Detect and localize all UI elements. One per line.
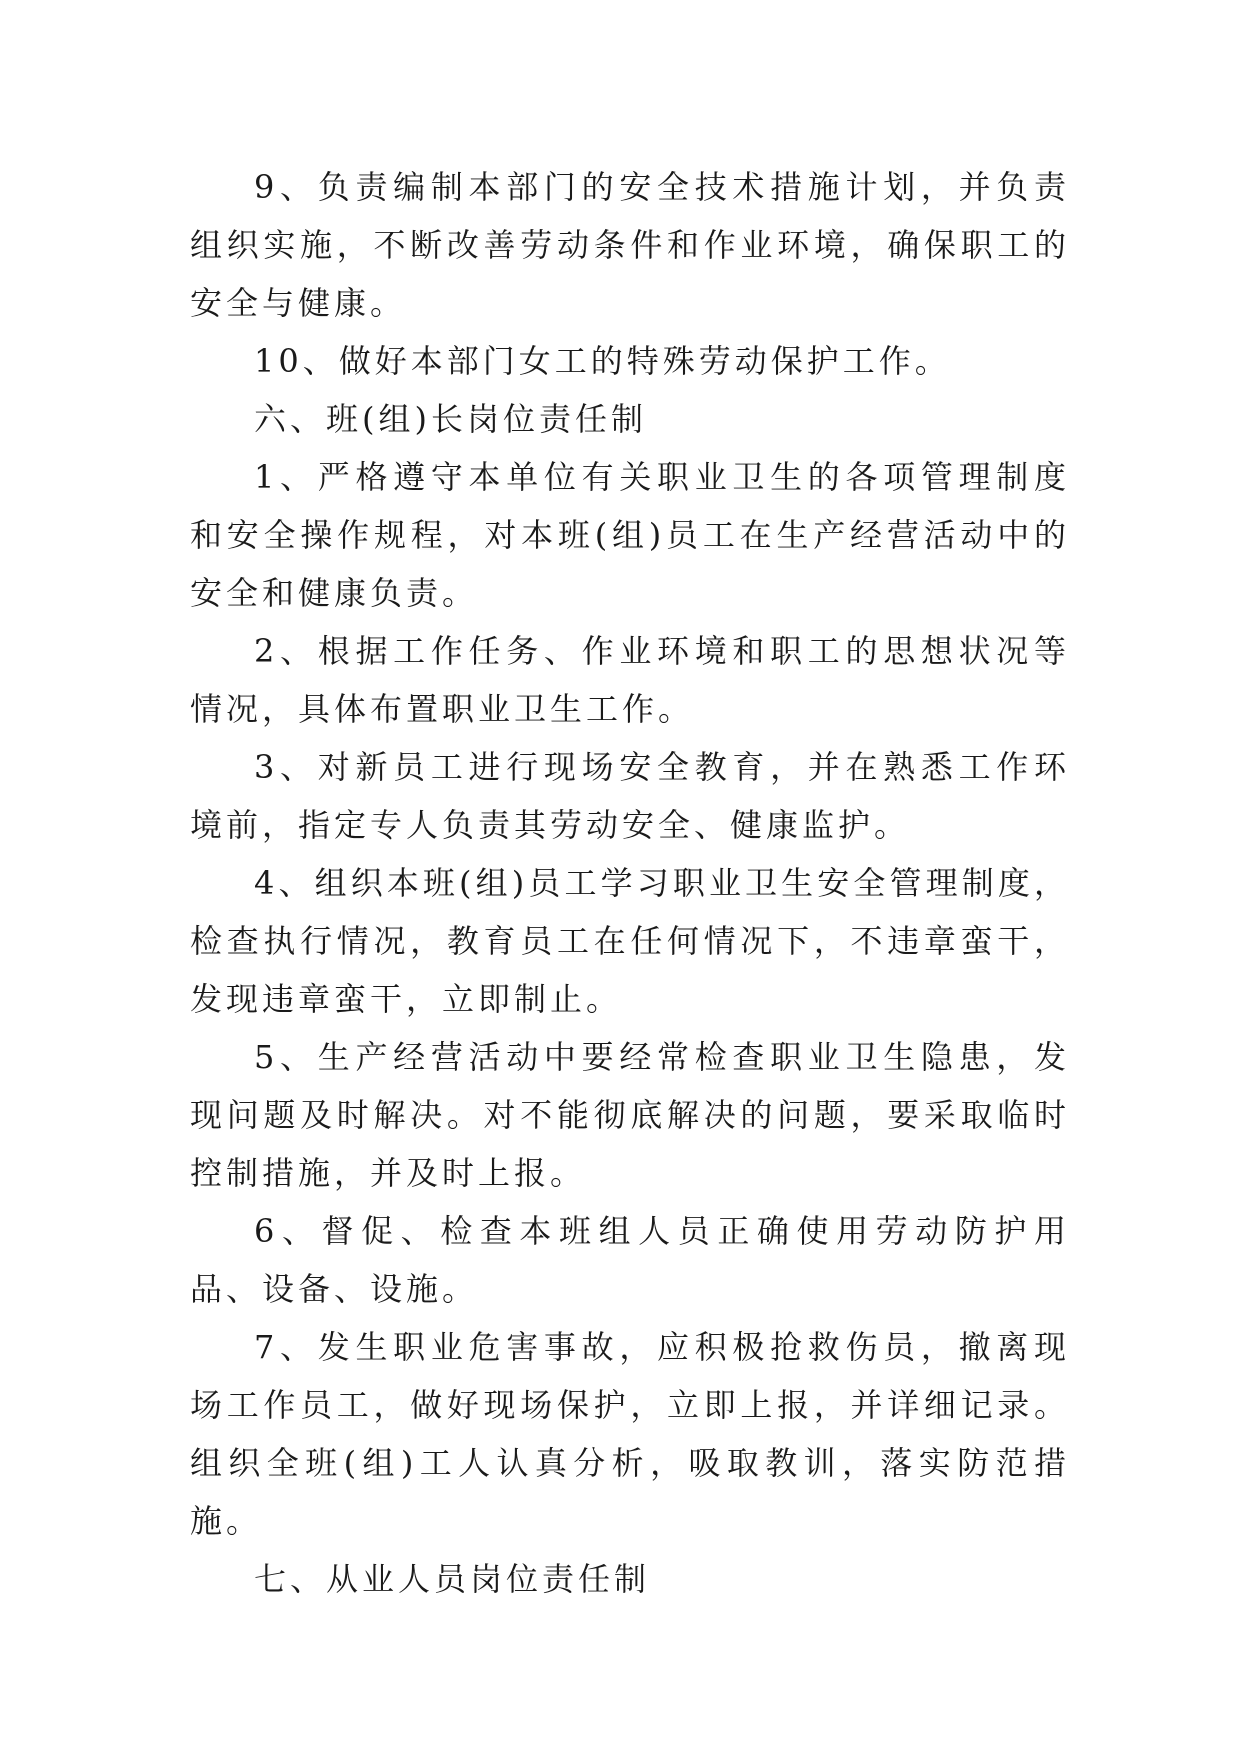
paragraph-item-5: 5、生产经营活动中要经常检查职业卫生隐患，发现问题及时解决。对不能彻底解决的问题，要采取临时控制措施，并及时上报。 [190, 1038, 1070, 1192]
document-page [190, 158, 1070, 1608]
section-heading-employees: 七、从业人员岗位责任制 [254, 1560, 651, 1598]
paragraph-item-7: 7、发生职业危害事故，应积极抢救伤员，撤离现场工作员工，做好现场保护，立即上报，并详细记录。组织全班(组)工人认真分析，吸取教训，落实防范措施。 [190, 1328, 1070, 1540]
paragraph-item-3: 3、对新员工进行现场安全教育，并在熟悉工作环境前，指定专人负责其劳动安全、健康监护。 [190, 748, 1070, 844]
paragraph-item-2: 2、根据工作任务、作业环境和职工的思想状况等情况，具体布置职业卫生工作。 [190, 632, 1070, 728]
section-heading-team-leader: 六、班(组)长岗位责任制 [254, 400, 647, 438]
paragraph-item-9: 9、负责编制本部门的安全技术措施计划，并负责组织实施，不断改善劳动条件和作业环境，确保职工的安全与健康。 [190, 168, 1070, 322]
paragraph-item-1: 1、严格遵守本单位有关职业卫生的各项管理制度和安全操作规程，对本班(组)员工在生产经营活动中的安全和健康负责。 [190, 458, 1070, 612]
paragraph-item-6: 6、督促、检查本班组人员正确使用劳动防护用品、设备、设施。 [190, 1212, 1070, 1308]
paragraph-item-4: 4、组织本班(组)员工学习职业卫生安全管理制度，检查执行情况，教育员工在任何情况下，不违章蛮干，发现违章蛮干，立即制止。 [190, 864, 1070, 1018]
paragraph-item-10: 10、做好本部门女工的特殊劳动保护工作。 [254, 342, 951, 380]
